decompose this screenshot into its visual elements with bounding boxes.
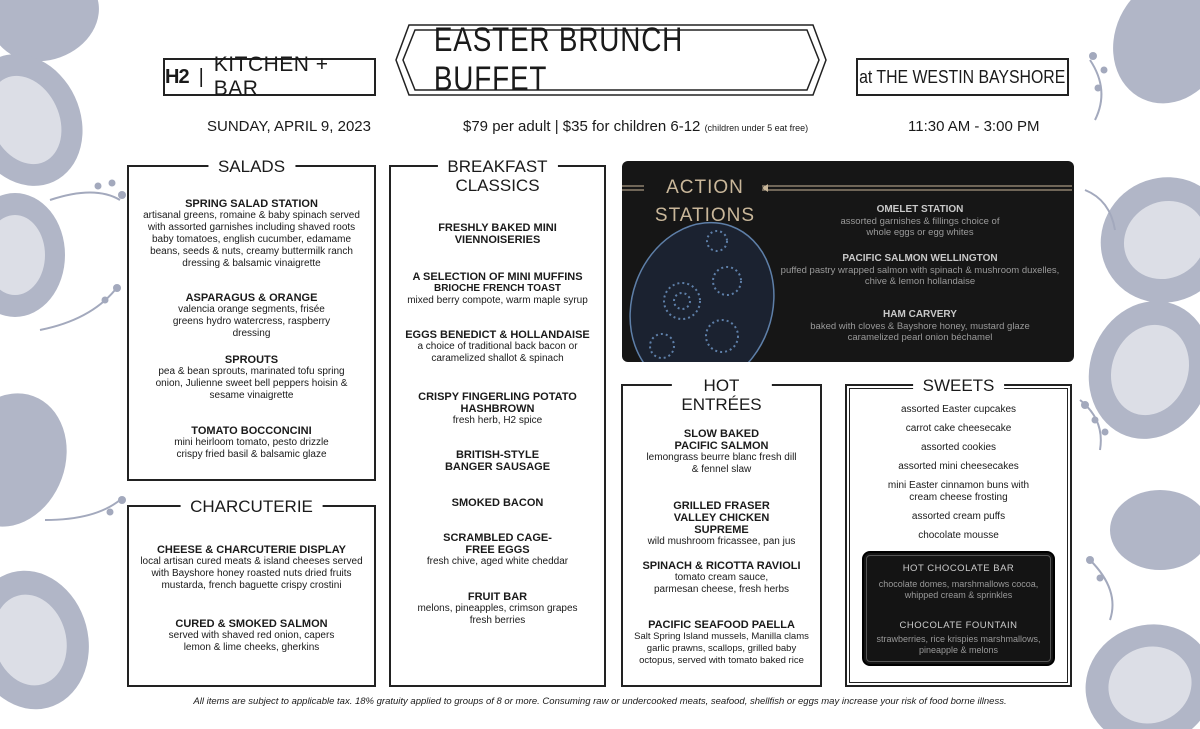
item-name: CHEESE & CHARCUTERIE DISPLAY xyxy=(156,544,347,556)
item-name: EGGS BENEDICT & HOLLANDAISE xyxy=(405,329,590,341)
sweet-item: assorted cookies xyxy=(920,442,997,453)
item-description: a choice of traditional back bacon or caramelized shallot & spinach xyxy=(417,341,578,364)
item-name-secondary: BRIOCHE FRENCH TOAST xyxy=(433,283,562,294)
menu-item xyxy=(770,253,1070,287)
leaf-branch-icon xyxy=(50,193,120,201)
footer-disclaimer: All items are subject to applicable tax. 18% gratuity applied to groups of 8 or more. Consuming raw or undercooked meats, seafood, shellfish or eggs may increase your risk of food borne illness. xyxy=(193,696,1007,707)
item-description: strawberries, rice krispies marshmallows, pineapple & melons xyxy=(876,634,1041,655)
menu-item xyxy=(391,329,604,365)
item-description: melons, pineapples, crimson grapes fresh berries xyxy=(417,603,578,626)
item-name: SPROUTS xyxy=(224,354,279,366)
hot-entrees-title-line2: ENTRÉES xyxy=(681,395,762,414)
menu-item xyxy=(770,204,1070,238)
decorative-egg-icon xyxy=(1093,0,1200,122)
item-name: HOT CHOCOLATE BAR xyxy=(902,563,1015,574)
salads-title: SALADS xyxy=(208,157,295,176)
chocolate-specials-box xyxy=(862,551,1055,666)
menu-item xyxy=(129,425,374,461)
menu-item xyxy=(864,620,1053,656)
sweet-item: chocolate mousse xyxy=(918,530,999,541)
menu-item xyxy=(129,544,374,592)
item-description: puffed pastry wrapped salmon with spinach & mushroom duxelles, chive & lemon hollandaise xyxy=(780,265,1060,287)
menu-item xyxy=(129,618,374,654)
item-name: SCRAMBLED CAGE-FREE EGGS xyxy=(443,532,552,556)
menu-item xyxy=(864,563,1053,601)
sweet-item: carrot cake cheesecake xyxy=(905,423,1012,434)
item-name: SPRING SALAD STATION xyxy=(185,198,318,210)
decorative-egg-icon xyxy=(1110,490,1200,570)
sweet-item: assorted mini cheesecakes xyxy=(898,461,1019,472)
menu-item xyxy=(623,428,820,476)
item-name: GRILLED FRASER VALLEY CHICKEN SUPREME xyxy=(673,500,770,536)
menu-item xyxy=(391,591,604,627)
charcuterie-title: CHARCUTERIE xyxy=(180,497,323,516)
event-time: 11:30 AM - 3:00 PM xyxy=(908,118,1040,135)
item-name: SLOW BAKED PACIFIC SALMON xyxy=(674,428,769,452)
menu-item xyxy=(770,309,1070,343)
menu-item xyxy=(129,198,374,270)
item-name: FRUIT BAR xyxy=(467,591,528,603)
logo-mark: H2 xyxy=(165,65,189,88)
menu-item xyxy=(391,222,604,246)
menu-item xyxy=(391,391,604,427)
breakfast-title xyxy=(437,157,557,195)
menu-item xyxy=(391,532,604,568)
item-name: SPINACH & RICOTTA RAVIOLI xyxy=(642,560,801,572)
hot-entrees-title-line1: HOT xyxy=(703,376,740,395)
action-stations-title xyxy=(650,174,760,230)
sweets-title: SWEETS xyxy=(913,376,1005,395)
item-description: valencia orange segments, frisée greens hydro watercress, raspberry dressing xyxy=(172,304,331,339)
salads-panel xyxy=(127,157,376,481)
item-name: A SELECTION OF MINI MUFFINS xyxy=(412,271,583,283)
event-date: SUNDAY, APRIL 9, 2023 xyxy=(207,118,371,135)
action-title-line1: ACTION xyxy=(666,177,744,198)
item-description: tomato cream sauce, parmesan cheese, fresh herbs xyxy=(653,572,790,595)
item-description: wild mushroom fricassee, pan jus xyxy=(647,536,796,547)
price-text: $79 per adult | $35 for children 6-12 xyxy=(463,118,701,135)
venue-label: at THE WESTIN BAYSHORE xyxy=(859,66,1066,87)
menu-item xyxy=(391,449,604,473)
menu-item xyxy=(129,354,374,402)
logo-separator: | xyxy=(198,65,204,88)
sweet-item: assorted cream puffs xyxy=(911,511,1006,522)
item-description: baked with cloves & Bayshore honey, mustard glaze caramelized pearl onion béchamel xyxy=(810,321,1030,343)
breakfast-panel xyxy=(389,157,606,687)
page-title: EASTER BRUNCH BUFFET xyxy=(433,21,684,98)
breakfast-title-line1: BREAKFAST xyxy=(447,157,548,176)
price-note: (children under 5 eat free) xyxy=(704,123,809,133)
menu-item xyxy=(623,560,820,596)
item-name: CRISPY FINGERLING POTATO HASHBROWN xyxy=(418,391,577,415)
breakfast-title-line2: CLASSICS xyxy=(455,176,540,195)
item-name: FRESHLY BAKED MINI VIENNOISERIES xyxy=(438,222,557,246)
logo-text: KITCHEN + BAR xyxy=(213,53,329,100)
action-title-line2: STATIONS xyxy=(654,205,756,226)
menu-item xyxy=(623,500,820,548)
item-description: mixed berry compote, warm maple syrup xyxy=(407,295,588,306)
pricing xyxy=(463,118,808,135)
item-name: CHOCOLATE FOUNTAIN xyxy=(899,620,1018,631)
item-description: assorted garnishes & fillings choice of whole eggs or egg whites xyxy=(840,216,1000,238)
menu-item xyxy=(391,497,604,509)
item-description: mini heirloom tomato, pesto drizzle crispy fried basil & balsamic glaze xyxy=(174,437,329,460)
menu-item xyxy=(391,271,604,307)
menu-item xyxy=(623,619,820,667)
sweet-item: mini Easter cinnamon buns with cream cheese frosting xyxy=(887,480,1030,503)
item-name: TOMATO BOCCONCINI xyxy=(191,425,312,437)
item-description: fresh chive, aged white cheddar xyxy=(426,556,569,567)
item-name: ASPARAGUS & ORANGE xyxy=(185,292,318,304)
item-name: PACIFIC SALMON WELLINGTON xyxy=(842,253,998,264)
item-description: chocolate domes, marshmallows cocoa, whipped cream & sprinkles xyxy=(878,579,1039,600)
item-name: BRITISH-STYLE BANGER SAUSAGE xyxy=(444,449,551,473)
item-description: fresh herb, H2 spice xyxy=(452,415,543,426)
item-description: lemongrass beurre blanc fresh dill & fennel slaw xyxy=(646,452,797,475)
item-name: PACIFIC SEAFOOD PAELLA xyxy=(648,619,795,631)
logo xyxy=(163,53,376,100)
item-name: CURED & SMOKED SALMON xyxy=(175,618,328,630)
item-description: served with shaved red onion, capers lemon & lime cheeks, gherkins xyxy=(168,630,335,653)
item-name: HAM CARVERY xyxy=(883,309,957,320)
item-name: OMELET STATION xyxy=(876,204,964,215)
item-description: artisanal greens, romaine & baby spinach served with assorted garnishes including shaved roots baby tomatoes, english cucumber, edamame beans, seeds & nuts, creamy buttermilk ranch dressing & balsamic vinaigrette xyxy=(143,210,360,269)
charcuterie-panel xyxy=(127,497,376,687)
hot-entrees-title xyxy=(671,376,771,414)
item-description: pea & bean sprouts, marinated tofu spring onion, Julienne sweet bell peppers hoisin & sesame vinaigrette xyxy=(155,366,348,401)
hot-entrees-panel xyxy=(621,376,822,687)
item-name: SMOKED BACON xyxy=(451,497,544,509)
item-description: local artisan cured meats & island cheeses served with Bayshore honey roasted nuts dried fruits mustarda, french baguette crispy crostini xyxy=(140,556,363,591)
sweet-item: assorted Easter cupcakes xyxy=(900,404,1017,415)
menu-item xyxy=(129,292,374,340)
leaf-branch-icon xyxy=(1090,560,1113,620)
venue xyxy=(856,58,1069,96)
item-description: Salt Spring Island mussels, Manilla clams garlic prawns, scallops, grilled baby octopus, served with tomato baked rice xyxy=(634,631,809,666)
